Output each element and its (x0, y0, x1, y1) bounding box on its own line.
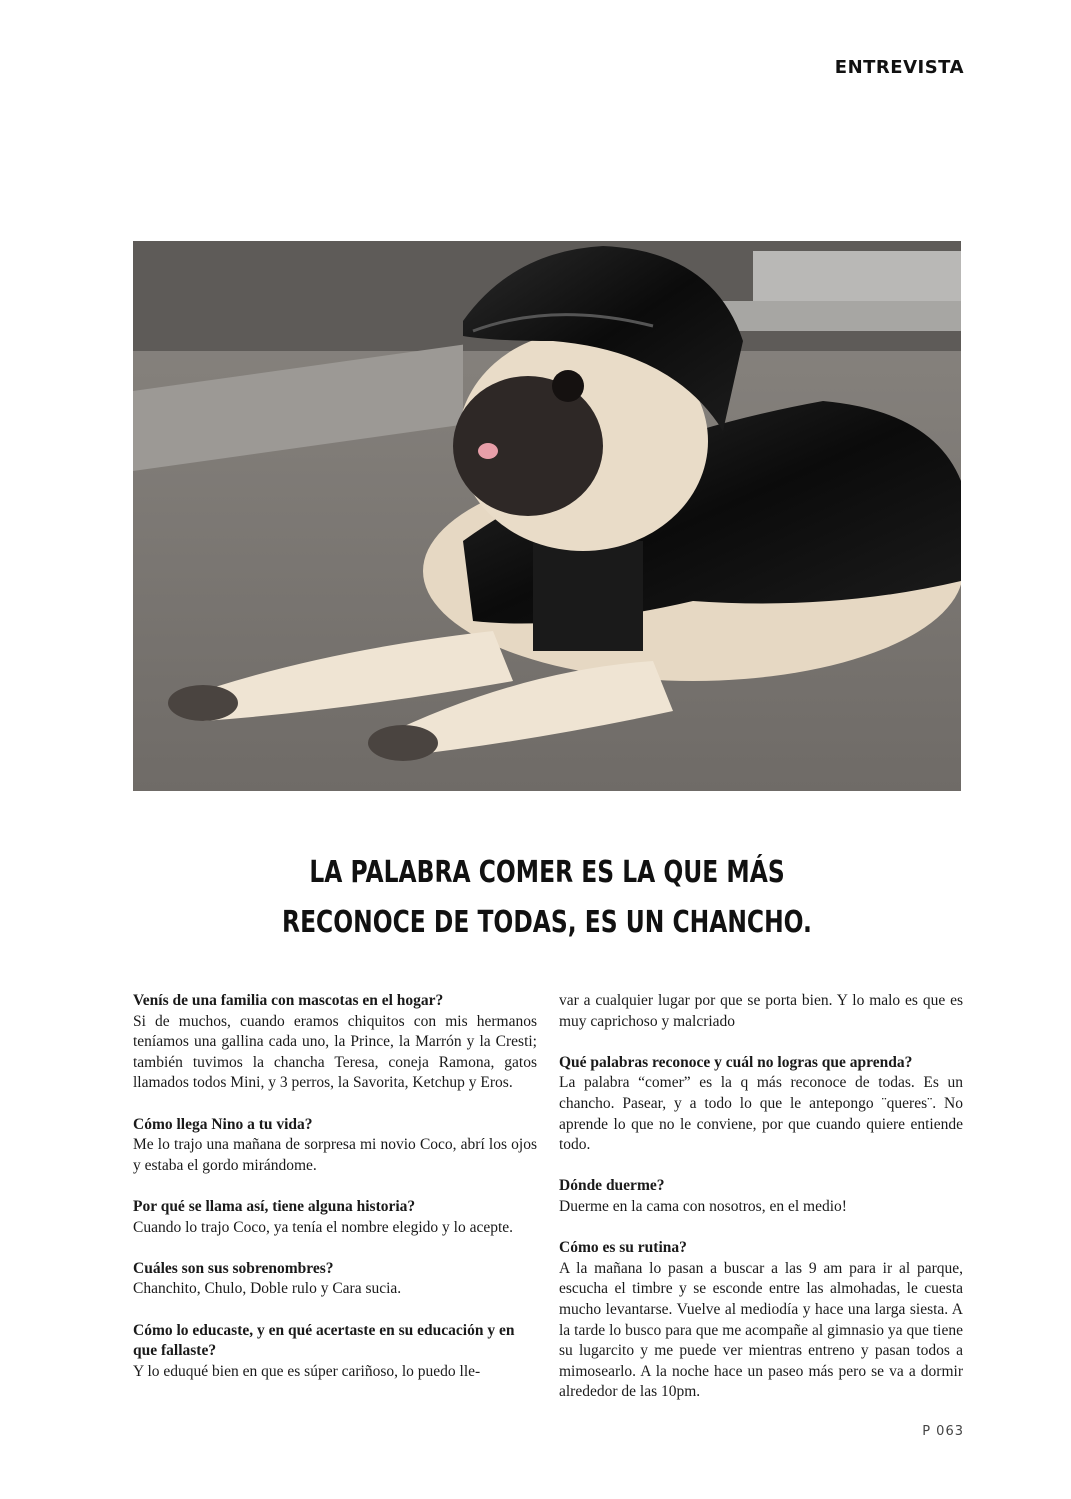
question: Venís de una familia con mascotas en el hogar? (133, 992, 444, 1009)
qa-item (133, 1259, 537, 1300)
question: Qué palabras reconoce y cuál no logras que aprenda? (559, 1053, 913, 1071)
qa-item (559, 1176, 963, 1217)
pug-illustration (133, 241, 961, 791)
right-column (559, 991, 963, 1423)
headline-line-1: LA PALABRA COMER ES LA QUE MÁS (309, 855, 785, 890)
answer: Y lo eduqué bien en que es súper cariñoso, lo puedo lle- (133, 1362, 481, 1380)
question: Cómo es su rutina? (559, 1239, 687, 1257)
question: Por qué se llama así, tiene alguna historia? (133, 1197, 416, 1215)
pug-photo (133, 241, 961, 791)
qa-item (133, 1115, 537, 1177)
headline (224, 848, 870, 948)
left-column (133, 991, 537, 1403)
page-number: P 063 (922, 1424, 964, 1439)
question: Cómo lo educaste, y en qué acertaste en su educación y en que fallaste? (133, 1321, 515, 1360)
answer: Me lo trajo una mañana de sorpresa mi novio Coco, abrí los ojos y estaba el gordo mirándome. (133, 1136, 537, 1174)
qa-item (133, 1321, 537, 1383)
qa-item (559, 1238, 963, 1403)
question: Cuáles son sus sobrenombres? (133, 1259, 334, 1277)
answer: Duerme en la cama con nosotros, en el medio! (559, 1197, 847, 1215)
qa-item (559, 1053, 963, 1156)
answer: A la mañana lo pasan a buscar a las 9 am para ir al parque, escucha el timbre y se esconde entre las almohadas, le cuesta mucho levantarse. Vuelve al mediodía y hace una larga siesta. A la tarde lo busco para que me acompañe al gimnasio ya que tiene su lugarcito y me puede ver mientras entreno y pasan todos a mimosearlo. A la noche hace un paseo más pero se va a dormir alrededor de las 10pm. (559, 1259, 963, 1401)
answer-continuation: var a cualquier lugar por que se porta bien. Y lo malo es que es muy caprichoso y malcriado (559, 992, 963, 1030)
answer: La palabra “comer” es la q más reconoce de todas. Es un chancho. Pasear, y a todo lo que le antepongo ¨queres¨. No aprende lo que no le conviene, por que cuando quiere entiende todo. (559, 1074, 963, 1154)
section-label: ENTREVISTA (834, 57, 964, 78)
question: Cómo llega Nino a tu vida? (133, 1115, 313, 1133)
qa-item (133, 1197, 537, 1238)
qa-item (133, 991, 537, 1094)
answer: Si de muchos, cuando eramos chiquitos con mis hermanos teníamos una gallina cada uno, la Prince, la Marrón y la Cresti; también tuvimos la chancha Teresa, coneja Ramona, gatos llamados todos Mini, y 3 perros, la Savorita, Ketchup y Eros. (133, 1012, 537, 1092)
answer: Chanchito, Chulo, Doble rulo y Cara sucia. (133, 1280, 402, 1298)
question: Dónde duerme? (559, 1177, 665, 1195)
answer: Cuando lo trajo Coco, ya tenía el nombre elegido y lo acepte. (133, 1218, 514, 1236)
headline-line-2: RECONOCE DE TODAS, ES UN CHANCHO. (282, 905, 812, 940)
